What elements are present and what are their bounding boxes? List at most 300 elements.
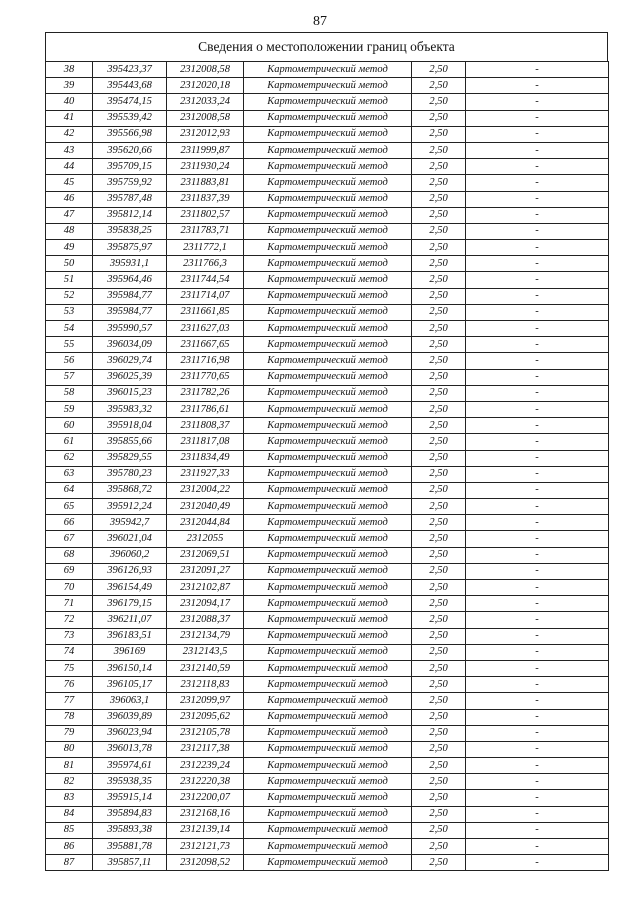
x-coordinate-cell: 395759,92 (93, 175, 167, 191)
x-coordinate-cell: 395423,37 (93, 62, 167, 78)
method-cell: Картометрический метод (244, 644, 412, 660)
point-number-cell: 51 (46, 272, 93, 288)
table-row (46, 628, 609, 644)
accuracy-cell: 2,50 (412, 531, 466, 547)
note-cell: - (466, 839, 609, 855)
x-coordinate-cell: 395938,35 (93, 774, 167, 790)
note-cell: - (466, 515, 609, 531)
note-cell: - (466, 288, 609, 304)
y-coordinate-cell: 2311808,37 (167, 418, 244, 434)
method-cell: Картометрический метод (244, 94, 412, 110)
x-coordinate-cell: 395894,83 (93, 806, 167, 822)
point-number-cell: 82 (46, 774, 93, 790)
table-row (46, 580, 609, 596)
point-number-cell: 65 (46, 499, 93, 515)
method-cell: Картометрический метод (244, 110, 412, 126)
accuracy-cell: 2,50 (412, 515, 466, 531)
y-coordinate-cell: 2312044,84 (167, 515, 244, 531)
point-number-cell: 85 (46, 822, 93, 838)
method-cell: Картометрический метод (244, 482, 412, 498)
point-number-cell: 57 (46, 369, 93, 385)
note-cell: - (466, 580, 609, 596)
table-row (46, 240, 609, 256)
point-number-cell: 50 (46, 256, 93, 272)
point-number-cell: 68 (46, 547, 93, 563)
table-title: Сведения о местоположении границ объекта (45, 32, 608, 61)
point-number-cell: 49 (46, 240, 93, 256)
accuracy-cell: 2,50 (412, 774, 466, 790)
method-cell: Картометрический метод (244, 531, 412, 547)
note-cell: - (466, 612, 609, 628)
note-cell: - (466, 790, 609, 806)
table-row (46, 644, 609, 660)
accuracy-cell: 2,50 (412, 839, 466, 855)
table-row (46, 223, 609, 239)
y-coordinate-cell: 2312118,83 (167, 677, 244, 693)
method-cell: Картометрический метод (244, 660, 412, 676)
y-coordinate-cell: 2312008,58 (167, 110, 244, 126)
y-coordinate-cell: 2312055 (167, 531, 244, 547)
note-cell: - (466, 725, 609, 741)
point-number-cell: 69 (46, 563, 93, 579)
x-coordinate-cell: 395566,98 (93, 126, 167, 142)
table-row (46, 466, 609, 482)
table-row (46, 126, 609, 142)
accuracy-cell: 2,50 (412, 369, 466, 385)
method-cell: Картометрический метод (244, 418, 412, 434)
x-coordinate-cell: 395829,55 (93, 450, 167, 466)
note-cell: - (466, 78, 609, 94)
accuracy-cell: 2,50 (412, 62, 466, 78)
x-coordinate-cell: 396154,49 (93, 580, 167, 596)
y-coordinate-cell: 2311783,71 (167, 223, 244, 239)
y-coordinate-cell: 2311627,03 (167, 321, 244, 337)
note-cell: - (466, 774, 609, 790)
x-coordinate-cell: 395964,46 (93, 272, 167, 288)
note-cell: - (466, 806, 609, 822)
x-coordinate-cell: 395868,72 (93, 482, 167, 498)
x-coordinate-cell: 396126,93 (93, 563, 167, 579)
y-coordinate-cell: 2311716,98 (167, 353, 244, 369)
method-cell: Картометрический метод (244, 353, 412, 369)
x-coordinate-cell: 395984,77 (93, 288, 167, 304)
point-number-cell: 54 (46, 321, 93, 337)
accuracy-cell: 2,50 (412, 418, 466, 434)
point-number-cell: 60 (46, 418, 93, 434)
accuracy-cell: 2,50 (412, 159, 466, 175)
x-coordinate-cell: 395942,7 (93, 515, 167, 531)
y-coordinate-cell: 2311883,81 (167, 175, 244, 191)
method-cell: Картометрический метод (244, 207, 412, 223)
y-coordinate-cell: 2312098,52 (167, 855, 244, 871)
point-number-cell: 58 (46, 385, 93, 401)
point-number-cell: 47 (46, 207, 93, 223)
accuracy-cell: 2,50 (412, 790, 466, 806)
note-cell: - (466, 94, 609, 110)
point-number-cell: 79 (46, 725, 93, 741)
table-row (46, 725, 609, 741)
method-cell: Картометрический метод (244, 78, 412, 94)
note-cell: - (466, 709, 609, 725)
x-coordinate-cell: 395787,48 (93, 191, 167, 207)
accuracy-cell: 2,50 (412, 450, 466, 466)
note-cell: - (466, 499, 609, 515)
table-row (46, 401, 609, 417)
point-number-cell: 78 (46, 709, 93, 725)
point-number-cell: 75 (46, 660, 93, 676)
accuracy-cell: 2,50 (412, 628, 466, 644)
x-coordinate-cell: 395875,97 (93, 240, 167, 256)
page-number: 87 (313, 14, 327, 29)
table-row (46, 741, 609, 757)
x-coordinate-cell: 395893,38 (93, 822, 167, 838)
table-row (46, 142, 609, 158)
note-cell: - (466, 644, 609, 660)
table-body (46, 62, 609, 871)
accuracy-cell: 2,50 (412, 499, 466, 515)
table-row (46, 547, 609, 563)
y-coordinate-cell: 2312105,78 (167, 725, 244, 741)
table-row (46, 369, 609, 385)
note-cell: - (466, 353, 609, 369)
note-cell: - (466, 563, 609, 579)
y-coordinate-cell: 2312121,73 (167, 839, 244, 855)
point-number-cell: 80 (46, 741, 93, 757)
note-cell: - (466, 482, 609, 498)
x-coordinate-cell: 396034,09 (93, 337, 167, 353)
y-coordinate-cell: 2312033,24 (167, 94, 244, 110)
point-number-cell: 42 (46, 126, 93, 142)
table-row (46, 677, 609, 693)
method-cell: Картометрический метод (244, 240, 412, 256)
y-coordinate-cell: 2312117,38 (167, 741, 244, 757)
accuracy-cell: 2,50 (412, 223, 466, 239)
method-cell: Картометрический метод (244, 450, 412, 466)
method-cell: Картометрический метод (244, 272, 412, 288)
accuracy-cell: 2,50 (412, 741, 466, 757)
x-coordinate-cell: 395474,15 (93, 94, 167, 110)
accuracy-cell: 2,50 (412, 580, 466, 596)
x-coordinate-cell: 395857,11 (93, 855, 167, 871)
point-number-cell: 83 (46, 790, 93, 806)
note-cell: - (466, 758, 609, 774)
note-cell: - (466, 62, 609, 78)
x-coordinate-cell: 395709,15 (93, 159, 167, 175)
point-number-cell: 72 (46, 612, 93, 628)
y-coordinate-cell: 2311766,3 (167, 256, 244, 272)
table-row (46, 62, 609, 78)
method-cell: Картометрический метод (244, 175, 412, 191)
table-row (46, 272, 609, 288)
accuracy-cell: 2,50 (412, 758, 466, 774)
y-coordinate-cell: 2312091,27 (167, 563, 244, 579)
table-row (46, 385, 609, 401)
note-cell: - (466, 159, 609, 175)
method-cell: Картометрический метод (244, 515, 412, 531)
table-row (46, 256, 609, 272)
y-coordinate-cell: 2312008,58 (167, 62, 244, 78)
accuracy-cell: 2,50 (412, 482, 466, 498)
table-row (46, 288, 609, 304)
table-row (46, 321, 609, 337)
point-number-cell: 41 (46, 110, 93, 126)
accuracy-cell: 2,50 (412, 240, 466, 256)
y-coordinate-cell: 2312099,97 (167, 693, 244, 709)
accuracy-cell: 2,50 (412, 660, 466, 676)
note-cell: - (466, 547, 609, 563)
accuracy-cell: 2,50 (412, 110, 466, 126)
y-coordinate-cell: 2311927,33 (167, 466, 244, 482)
y-coordinate-cell: 2311999,87 (167, 142, 244, 158)
point-number-cell: 70 (46, 580, 93, 596)
point-number-cell: 52 (46, 288, 93, 304)
note-cell: - (466, 142, 609, 158)
method-cell: Картометрический метод (244, 790, 412, 806)
point-number-cell: 73 (46, 628, 93, 644)
point-number-cell: 46 (46, 191, 93, 207)
x-coordinate-cell: 395931,1 (93, 256, 167, 272)
x-coordinate-cell: 396183,51 (93, 628, 167, 644)
table-row (46, 660, 609, 676)
note-cell: - (466, 337, 609, 353)
table-row (46, 709, 609, 725)
point-number-cell: 62 (46, 450, 93, 466)
method-cell: Картометрический метод (244, 62, 412, 78)
accuracy-cell: 2,50 (412, 337, 466, 353)
accuracy-cell: 2,50 (412, 822, 466, 838)
y-coordinate-cell: 2311930,24 (167, 159, 244, 175)
note-cell: - (466, 401, 609, 417)
method-cell: Картометрический метод (244, 628, 412, 644)
x-coordinate-cell: 396060,2 (93, 547, 167, 563)
note-cell: - (466, 660, 609, 676)
x-coordinate-cell: 395855,66 (93, 434, 167, 450)
x-coordinate-cell: 396013,78 (93, 741, 167, 757)
note-cell: - (466, 628, 609, 644)
accuracy-cell: 2,50 (412, 207, 466, 223)
x-coordinate-cell: 396179,15 (93, 596, 167, 612)
y-coordinate-cell: 2312168,16 (167, 806, 244, 822)
table-row (46, 758, 609, 774)
note-cell: - (466, 466, 609, 482)
accuracy-cell: 2,50 (412, 806, 466, 822)
point-number-cell: 44 (46, 159, 93, 175)
y-coordinate-cell: 2312143,5 (167, 644, 244, 660)
x-coordinate-cell: 396023,94 (93, 725, 167, 741)
x-coordinate-cell: 395838,25 (93, 223, 167, 239)
y-coordinate-cell: 2311667,65 (167, 337, 244, 353)
x-coordinate-cell: 396150,14 (93, 660, 167, 676)
accuracy-cell: 2,50 (412, 709, 466, 725)
note-cell: - (466, 677, 609, 693)
method-cell: Картометрический метод (244, 758, 412, 774)
method-cell: Картометрический метод (244, 596, 412, 612)
table-row (46, 482, 609, 498)
method-cell: Картометрический метод (244, 612, 412, 628)
y-coordinate-cell: 2311744,54 (167, 272, 244, 288)
point-number-cell: 40 (46, 94, 93, 110)
table-row (46, 499, 609, 515)
accuracy-cell: 2,50 (412, 321, 466, 337)
accuracy-cell: 2,50 (412, 563, 466, 579)
method-cell: Картометрический метод (244, 337, 412, 353)
point-number-cell: 43 (46, 142, 93, 158)
point-number-cell: 45 (46, 175, 93, 191)
method-cell: Картометрический метод (244, 288, 412, 304)
y-coordinate-cell: 2312020,18 (167, 78, 244, 94)
note-cell: - (466, 207, 609, 223)
method-cell: Картометрический метод (244, 304, 412, 320)
point-number-cell: 53 (46, 304, 93, 320)
y-coordinate-cell: 2311837,39 (167, 191, 244, 207)
table-row (46, 450, 609, 466)
method-cell: Картометрический метод (244, 223, 412, 239)
coordinates-table (45, 61, 609, 871)
y-coordinate-cell: 2312094,17 (167, 596, 244, 612)
table-row (46, 337, 609, 353)
x-coordinate-cell: 395990,57 (93, 321, 167, 337)
x-coordinate-cell: 396015,23 (93, 385, 167, 401)
y-coordinate-cell: 2312069,51 (167, 547, 244, 563)
table-row (46, 806, 609, 822)
table-row (46, 304, 609, 320)
y-coordinate-cell: 2311834,49 (167, 450, 244, 466)
method-cell: Картометрический метод (244, 855, 412, 871)
method-cell: Картометрический метод (244, 677, 412, 693)
accuracy-cell: 2,50 (412, 466, 466, 482)
table-row (46, 515, 609, 531)
note-cell: - (466, 272, 609, 288)
accuracy-cell: 2,50 (412, 677, 466, 693)
y-coordinate-cell: 2312239,24 (167, 758, 244, 774)
method-cell: Картометрический метод (244, 580, 412, 596)
note-cell: - (466, 191, 609, 207)
method-cell: Картометрический метод (244, 126, 412, 142)
x-coordinate-cell: 395974,61 (93, 758, 167, 774)
note-cell: - (466, 418, 609, 434)
y-coordinate-cell: 2311817,08 (167, 434, 244, 450)
method-cell: Картометрический метод (244, 499, 412, 515)
x-coordinate-cell: 396029,74 (93, 353, 167, 369)
note-cell: - (466, 596, 609, 612)
boundary-table (45, 32, 608, 871)
point-number-cell: 87 (46, 855, 93, 871)
x-coordinate-cell: 395539,42 (93, 110, 167, 126)
accuracy-cell: 2,50 (412, 855, 466, 871)
y-coordinate-cell: 2311802,57 (167, 207, 244, 223)
method-cell: Картометрический метод (244, 401, 412, 417)
point-number-cell: 67 (46, 531, 93, 547)
x-coordinate-cell: 396105,17 (93, 677, 167, 693)
note-cell: - (466, 741, 609, 757)
x-coordinate-cell: 395812,14 (93, 207, 167, 223)
note-cell: - (466, 240, 609, 256)
point-number-cell: 56 (46, 353, 93, 369)
accuracy-cell: 2,50 (412, 304, 466, 320)
x-coordinate-cell: 396063,1 (93, 693, 167, 709)
method-cell: Картометрический метод (244, 741, 412, 757)
accuracy-cell: 2,50 (412, 385, 466, 401)
note-cell: - (466, 256, 609, 272)
y-coordinate-cell: 2312140,59 (167, 660, 244, 676)
x-coordinate-cell: 396039,89 (93, 709, 167, 725)
point-number-cell: 86 (46, 839, 93, 855)
table-row (46, 612, 609, 628)
method-cell: Картометрический метод (244, 563, 412, 579)
note-cell: - (466, 304, 609, 320)
table-row (46, 94, 609, 110)
accuracy-cell: 2,50 (412, 175, 466, 191)
y-coordinate-cell: 2312095,62 (167, 709, 244, 725)
point-number-cell: 59 (46, 401, 93, 417)
method-cell: Картометрический метод (244, 385, 412, 401)
point-number-cell: 64 (46, 482, 93, 498)
accuracy-cell: 2,50 (412, 191, 466, 207)
note-cell: - (466, 855, 609, 871)
accuracy-cell: 2,50 (412, 644, 466, 660)
point-number-cell: 77 (46, 693, 93, 709)
x-coordinate-cell: 395780,23 (93, 466, 167, 482)
note-cell: - (466, 110, 609, 126)
y-coordinate-cell: 2312102,87 (167, 580, 244, 596)
x-coordinate-cell: 395983,32 (93, 401, 167, 417)
accuracy-cell: 2,50 (412, 78, 466, 94)
accuracy-cell: 2,50 (412, 434, 466, 450)
table-row (46, 207, 609, 223)
note-cell: - (466, 693, 609, 709)
table-row (46, 434, 609, 450)
method-cell: Картометрический метод (244, 434, 412, 450)
note-cell: - (466, 321, 609, 337)
accuracy-cell: 2,50 (412, 725, 466, 741)
note-cell: - (466, 126, 609, 142)
table-row (46, 693, 609, 709)
note-cell: - (466, 531, 609, 547)
y-coordinate-cell: 2311786,61 (167, 401, 244, 417)
method-cell: Картометрический метод (244, 191, 412, 207)
table-row (46, 353, 609, 369)
accuracy-cell: 2,50 (412, 353, 466, 369)
accuracy-cell: 2,50 (412, 272, 466, 288)
method-cell: Картометрический метод (244, 774, 412, 790)
y-coordinate-cell: 2311714,07 (167, 288, 244, 304)
accuracy-cell: 2,50 (412, 612, 466, 628)
note-cell: - (466, 369, 609, 385)
accuracy-cell: 2,50 (412, 142, 466, 158)
y-coordinate-cell: 2312012,93 (167, 126, 244, 142)
note-cell: - (466, 223, 609, 239)
x-coordinate-cell: 395918,04 (93, 418, 167, 434)
method-cell: Картометрический метод (244, 806, 412, 822)
accuracy-cell: 2,50 (412, 256, 466, 272)
accuracy-cell: 2,50 (412, 547, 466, 563)
method-cell: Картометрический метод (244, 725, 412, 741)
method-cell: Картометрический метод (244, 369, 412, 385)
y-coordinate-cell: 2312088,37 (167, 612, 244, 628)
y-coordinate-cell: 2311770,65 (167, 369, 244, 385)
point-number-cell: 66 (46, 515, 93, 531)
method-cell: Картометрический метод (244, 547, 412, 563)
point-number-cell: 71 (46, 596, 93, 612)
y-coordinate-cell: 2312139,14 (167, 822, 244, 838)
method-cell: Картометрический метод (244, 466, 412, 482)
table-row (46, 110, 609, 126)
note-cell: - (466, 434, 609, 450)
table-row (46, 175, 609, 191)
x-coordinate-cell: 396211,07 (93, 612, 167, 628)
table-row (46, 191, 609, 207)
point-number-cell: 38 (46, 62, 93, 78)
